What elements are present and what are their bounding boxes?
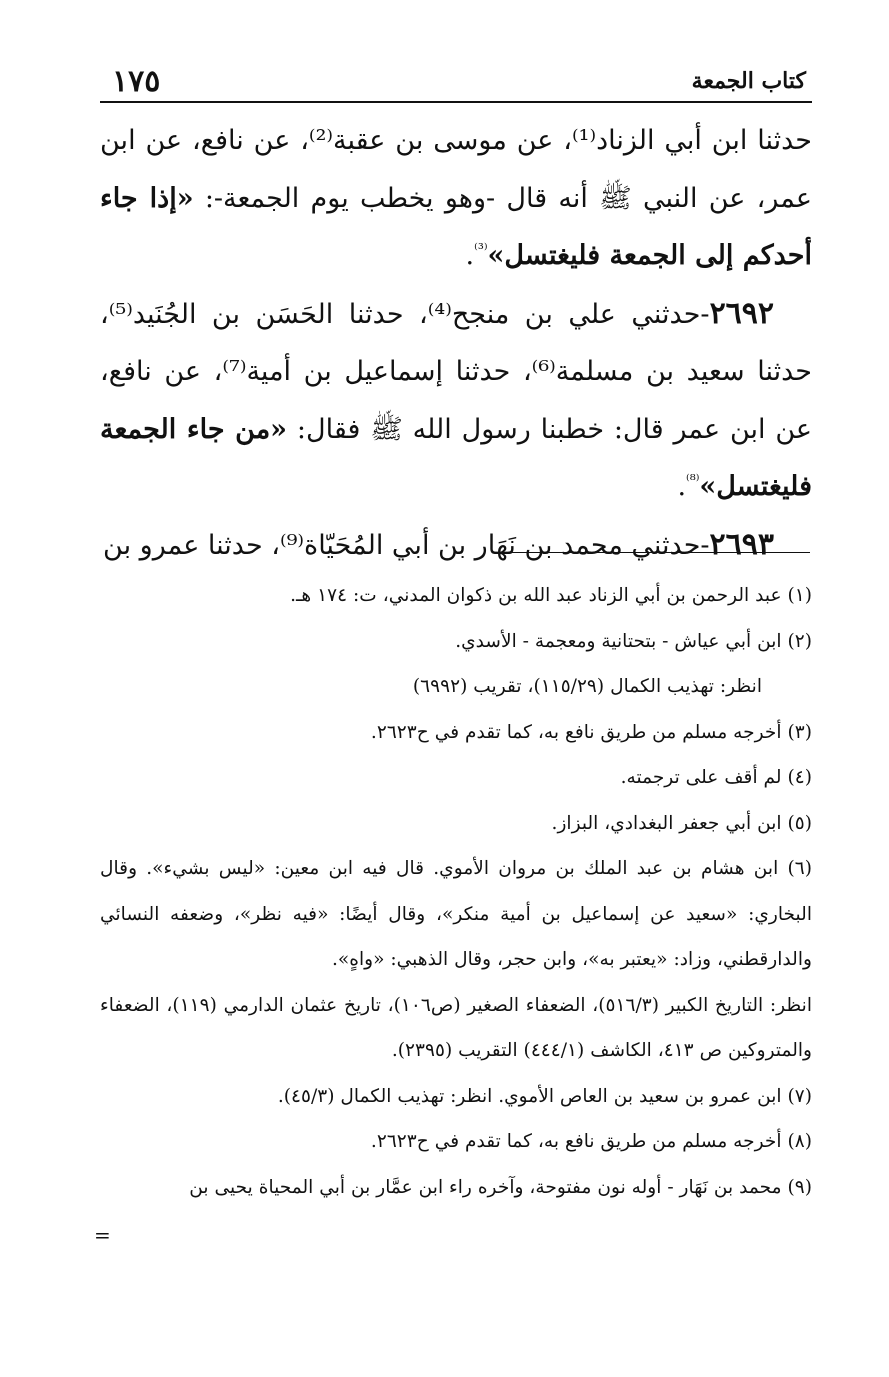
hadith-text: -حدثني محمد بن نَهَار بن أبي المُحَيّاة⁽⁹⁾، حدثنا عمرو بن xyxy=(103,529,710,561)
footnote-7: (٧) ابن عمرو بن سعيد بن العاص الأموي. انظر: تهذيب الكمال (٤٥/٣). xyxy=(277,1085,812,1107)
footnote-9: (٩) محمد بن نَهَار - أوله نون مفتوحة، وآخره راء ابن عمَّار بن أبي المحياة يحيى بن xyxy=(189,1176,812,1198)
page-header xyxy=(100,62,812,100)
chapter-title: كتاب الجمعة xyxy=(691,68,806,94)
hadith-quote: «إذا جاء أحدكم إلى الجمعة فليغتسل» xyxy=(100,182,812,271)
hadith-2692 xyxy=(100,285,812,516)
paragraph-continued xyxy=(100,112,812,285)
footnotes xyxy=(100,573,812,1210)
footnote-1: (١) عبد الرحمن بن أبي الزناد عبد الله بن ذكوان المدني، ت: ١٧٤ هـ. xyxy=(290,585,812,606)
footnote-separator xyxy=(512,552,810,553)
sentence-end: . xyxy=(677,471,687,502)
footnote-5: (٥) ابن أبي جعفر البغدادي، البزاز. xyxy=(551,812,812,834)
footnote-2-reference: انظر: تهذيب الكمال (١١٥/٢٩)، تقريب (٦٩٩٢) xyxy=(412,676,762,697)
footnote-2: (٢) ابن أبي عياش - بتحتانية ومعجمة - الأسدي. xyxy=(455,630,812,652)
footnote-6: (٦) ابن هشام بن عبد الملك بن مروان الأموي. قال فيه ابن معين: «ليس بشيء». وقال البخاري: «سعيد عن إسماعيل بن أمية منكر»، وقال أيضًا: «فيه نظر»، وضعفه النسائي والدارقطني، وزاد: «يعتبر به»، وابن حجر، وقال الذهبي: «واهٍ». xyxy=(100,858,812,970)
main-text xyxy=(100,112,812,574)
footnote-3: (٣) أخرجه مسلم من طريق نافع به، كما تقدم في ح٢٦٢٣. xyxy=(370,721,812,743)
hadith-2693 xyxy=(100,516,812,575)
hadith-text: -حدثني علي بن منجح⁽⁴⁾، حدثنا الحَسَن بن الجُنَيد⁽⁵⁾، حدثنا سعيد بن مسلمة⁽⁶⁾، حدثنا إسماعيل بن أمية⁽⁷⁾، عن نافع، عن ابن عمر قال: خطبنا رسول الله ﷺ فقال: xyxy=(100,298,813,445)
footnote-8: (٨) أخرجه مسلم من طريق نافع به، كما تقدم في ح٢٦٢٣. xyxy=(370,1131,812,1152)
sentence-end: . xyxy=(465,240,475,271)
header-rule xyxy=(100,101,812,103)
hadith-quote: «من جاء الجمعة فليغتسل» xyxy=(100,413,812,502)
footnote-ref: ⁽³⁾ xyxy=(474,240,488,258)
hadith-number: ٢٦٩٢ xyxy=(709,295,775,331)
paragraph-text: حدثنا ابن أبي الزناد⁽¹⁾، عن موسى بن عقبة⁽²⁾، عن نافع، عن ابن عمر، عن النبي ﷺ أنه قال -وهو يخطب يوم الجمعة-: xyxy=(100,125,812,214)
footnote-ref: ⁽⁸⁾ xyxy=(686,471,700,489)
page-number: ١٧٥ xyxy=(112,64,161,99)
continuation-mark: = xyxy=(94,1223,111,1247)
footnote-6-reference: انظر: التاريخ الكبير (٥١٦/٣)، الضعفاء الصغير (ص١٠٦)، تاريخ عثمان الدارمي (١١٩)، الضعفاء والمتروكين ص ٤١٣، الكاشف (٤٤٤/١) التقريب (٢٣٩٥). xyxy=(100,994,812,1061)
hadith-number: ٢٦٩٣ xyxy=(709,526,774,562)
footnote-4: (٤) لم أقف على ترجمته. xyxy=(620,767,812,788)
